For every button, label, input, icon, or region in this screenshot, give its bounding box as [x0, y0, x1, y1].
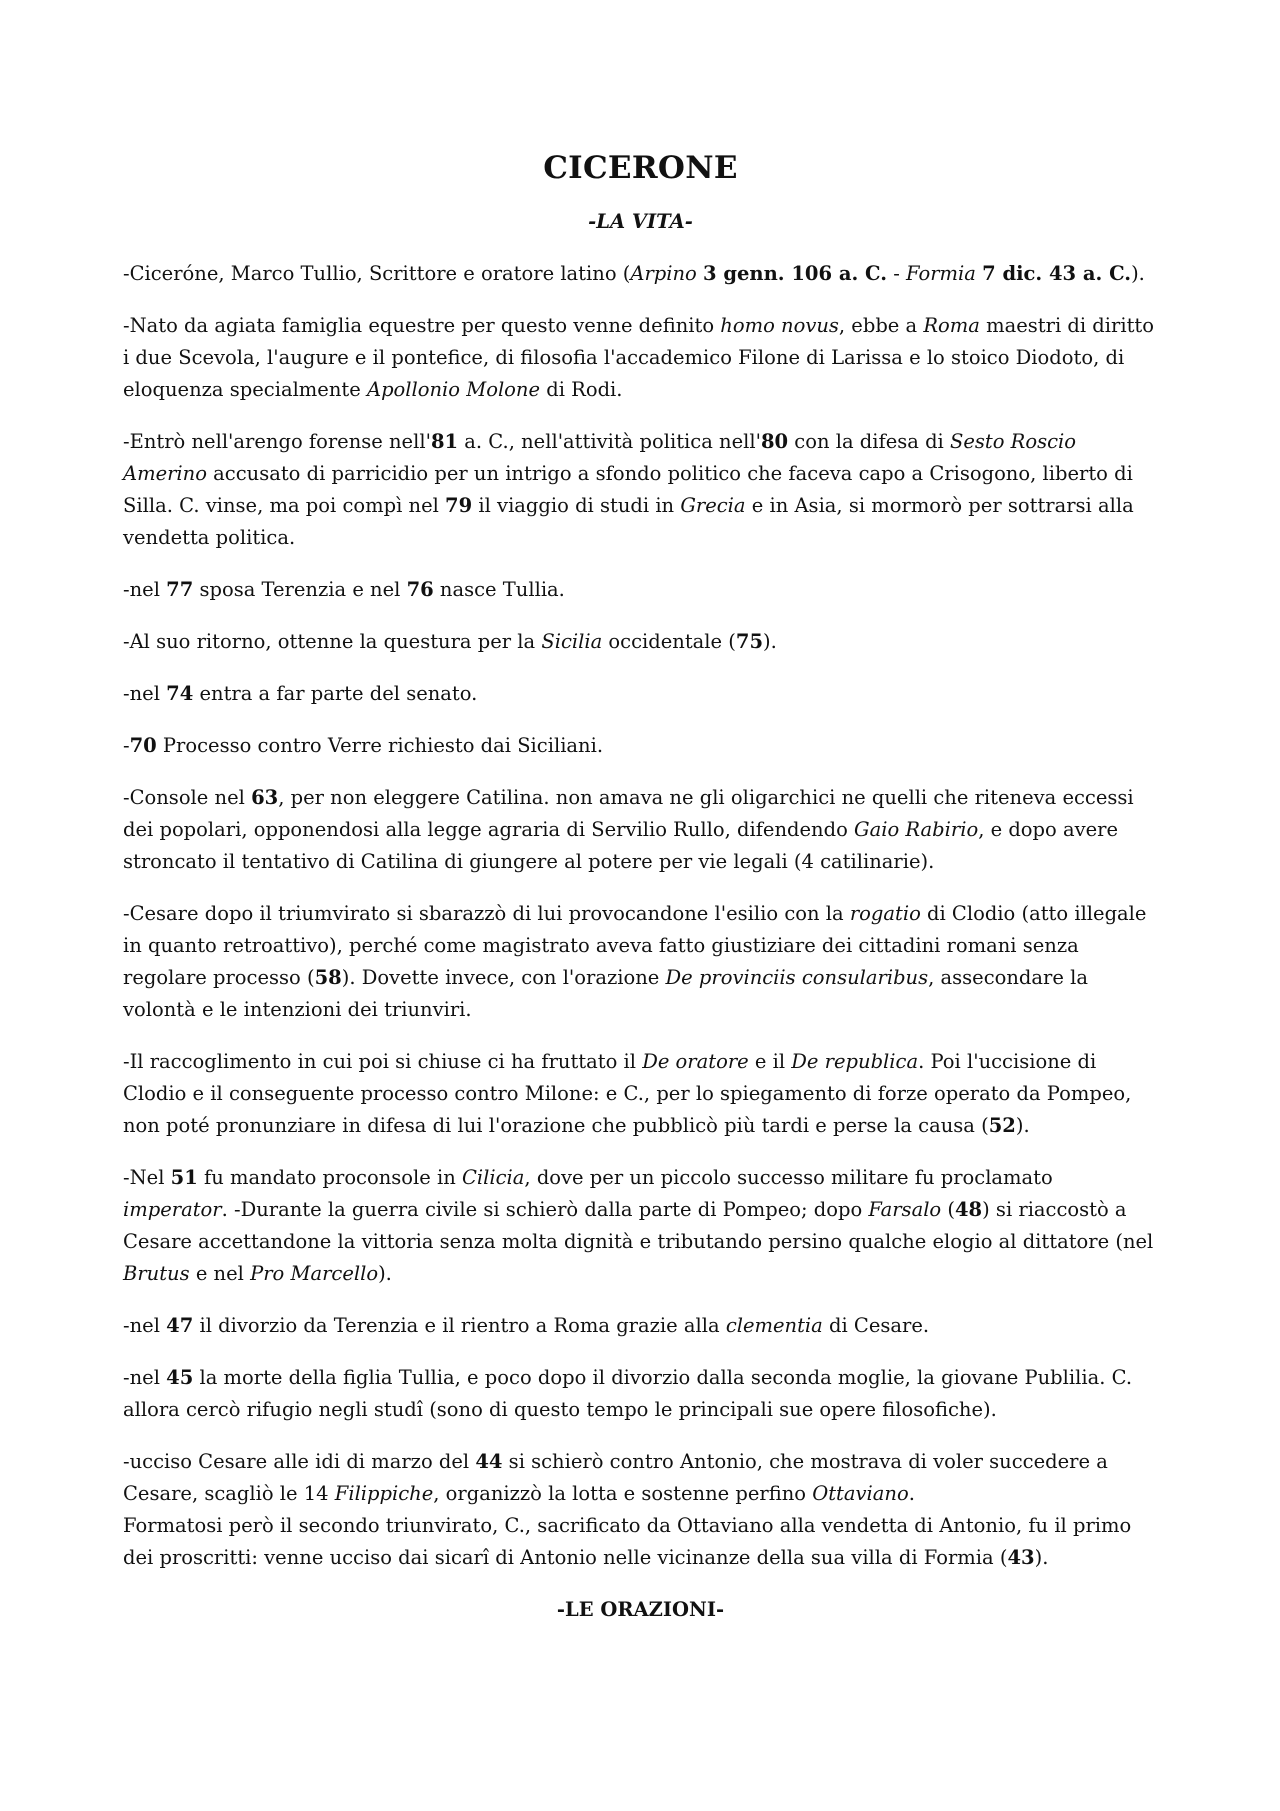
text-run: ( [941, 1198, 955, 1222]
text-run: di Cesare. [822, 1314, 930, 1338]
bold-text: 51 [170, 1166, 198, 1190]
text-run: -Cesare dopo il triumvirato si sbarazzò di lui provocandone l'esilio con la [123, 902, 850, 926]
text-run: ). [1131, 262, 1145, 286]
text-run: -Entrò nell'arengo forense nell' [123, 430, 431, 454]
text-run: fu mandato proconsole in [197, 1166, 462, 1190]
bold-text: 77 [166, 578, 194, 602]
text-run: -nel [123, 682, 167, 706]
paragraph [123, 1162, 1158, 1290]
italic-text: Sesto Roscio Amerino [123, 430, 1077, 486]
text-run: e in Asia, si mormorò per sottrarsi alla vendetta politica. [123, 494, 1134, 550]
bold-text: 79 [445, 494, 473, 518]
italic-text: Brutus [123, 1262, 190, 1286]
text-run: si schierò contro Antonio, che mostrava di voler succedere a Cesare, scagliò le 14 [123, 1450, 1108, 1506]
italic-text: Ottaviano [812, 1482, 909, 1506]
bold-text: 52 [988, 1114, 1016, 1138]
text-run: a. C., nell'attività politica nell' [458, 430, 761, 454]
bold-text: 75 [735, 630, 764, 654]
bold-text: 63 [251, 786, 279, 810]
text-run: . -Durante la guerra civile si schierò dalla parte di Pompeo; dopo [221, 1198, 869, 1222]
paragraph [123, 678, 1158, 710]
section-heading-la-vita: -LA VITA- [588, 210, 693, 234]
biography-paragraphs [123, 258, 1158, 1574]
text-run: -Il raccoglimento in cui poi si chiuse ci ha fruttato il [123, 1050, 643, 1074]
text-run: - [123, 734, 130, 758]
italic-text: homo novus [720, 314, 839, 338]
paragraph [123, 1362, 1158, 1426]
text-run: , ebbe a [838, 314, 924, 338]
text-run: -nel [123, 578, 167, 602]
text-run: e il [748, 1050, 792, 1074]
paragraph [123, 626, 1158, 658]
text-run: -nel [123, 1314, 167, 1338]
paragraph [123, 574, 1158, 606]
bold-text: 45 [166, 1366, 194, 1390]
text-run: -Nato da agiata famiglia equestre per questo venne definito [123, 314, 721, 338]
text-run: , e dopo avere stroncato il tentativo di Catilina di giungere al potere per vie legali (4 catilinarie). [123, 818, 1119, 874]
italic-text: Formia [906, 262, 976, 286]
text-run: entra a far parte del senato. [193, 682, 478, 706]
bold-text: 76 [406, 578, 434, 602]
paragraph [123, 426, 1158, 554]
text-run: sposa Terenzia e nel [193, 578, 407, 602]
bold-text: 74 [166, 682, 194, 706]
text-run: -Console nel [123, 786, 252, 810]
document-page [123, 150, 1158, 1626]
text-run: -nel [123, 1366, 167, 1390]
italic-text: imperator [123, 1198, 222, 1222]
text-run: maestri di diritto i due Scevola, l'augure e il pontefice, di filosofia l'accademico Filone di Larissa e lo stoico Diodoto, di eloquenza specialmente [123, 314, 1154, 402]
paragraph [123, 1446, 1158, 1574]
text-run: . [908, 1482, 915, 1506]
paragraph [123, 1310, 1158, 1342]
text-run: e nel [189, 1262, 251, 1286]
italic-text: Grecia [680, 494, 746, 518]
text-run: Formatosi però il secondo triunvirato, C., sacrificato da Ottaviano alla vendetta di Antonio, fu il primo dei proscritti: venne ucciso dai sicarî di Antonio nelle vicinanze della sua villa di Formia ( [123, 1514, 1132, 1570]
document-title: CICERONE [543, 150, 738, 186]
paragraph [123, 310, 1158, 406]
text-run: - [887, 262, 907, 286]
bold-text: 58 [314, 966, 342, 990]
italic-text: Roma [923, 314, 980, 338]
text-run: ). [1034, 1546, 1049, 1570]
paragraph [123, 258, 1158, 290]
text-run: con la difesa di [788, 430, 950, 454]
italic-text: Cilicia [462, 1166, 525, 1190]
text-run: accusato di parricidio per un intrigo a sfondo politico che faceva capo a Crisogono, liberto di Silla. C. vinse, ma poi compì nel [123, 462, 1133, 518]
text-run: ). Dovette invece, con l'orazione [341, 966, 666, 990]
text-run: , organizzò la lotta e sostenne perfino [433, 1482, 813, 1506]
italic-text: Pro Marcello [250, 1262, 379, 1286]
italic-text: clementia [725, 1314, 823, 1338]
paragraph [123, 730, 1158, 762]
bold-text: 7 dic. 43 a. C. [982, 262, 1132, 286]
italic-text: Apollonio Molone [366, 378, 541, 402]
italic-text: De oratore [642, 1050, 749, 1074]
paragraph [123, 1046, 1158, 1142]
text-run: -Nel [123, 1166, 171, 1190]
italic-text: Sicilia [541, 630, 603, 654]
text-run: la morte della figlia Tullia, e poco dopo il divorzio dalla seconda moglie, la giovane Publilia. C. allora cercò rifugio negli studî (sono di questo tempo le principali sue opere filosofiche). [123, 1366, 1133, 1422]
text-run: ). [763, 630, 777, 654]
text-run: ) si riaccostò a Cesare accettandone la vittoria senza molta dignità e tributando persino qualche elogio al dittatore (nel [123, 1198, 1154, 1254]
bold-text: 48 [954, 1198, 983, 1222]
bold-text: 3 genn. 106 a. C. [703, 262, 888, 286]
text-run: -Cicerόne, Marco Tullio, Scrittore e oratore latino ( [123, 262, 631, 286]
italic-text: De provinciis consularibus [665, 966, 929, 990]
bold-text: 70 [129, 734, 157, 758]
text-run: , per non eleggere Catilina. non amava ne gli oligarchici ne quelli che riteneva eccessi dei popolari, opponendosi alla legge agraria di Servilio Rullo, difendendo [123, 786, 1134, 842]
bold-text: 43 [1007, 1546, 1035, 1570]
text-run: -ucciso Cesare alle idi di marzo del [123, 1450, 476, 1474]
italic-text: Arpino [630, 262, 697, 286]
text-run: di Clodio (atto illegale in quanto retroattivo), perché come magistrato aveva fatto giustiziare dei cittadini romani senza regolare processo ( [123, 902, 1147, 990]
bold-text: 81 [430, 430, 459, 454]
text-run: . Poi l'uccisione di Clodio e il conseguente processo contro Milone: e C., per lo spiegamento di forze operato da Pompeo, non poté pronunziare in difesa di lui l'orazione che pubblicò più tardi e perse la causa ( [123, 1050, 1132, 1138]
paragraph [123, 782, 1158, 878]
text-run: -Al suo ritorno, ottenne la questura per la [123, 630, 542, 654]
text-run: , dove per un piccolo successo militare fu proclamato [524, 1166, 1053, 1190]
text-run: ). [1015, 1114, 1030, 1138]
paragraph [123, 898, 1158, 1026]
text-run: , assecondare la volontà e le intenzioni dei triunviri. [123, 966, 1088, 1022]
bold-text: 80 [760, 430, 789, 454]
text-run: di Rodi. [540, 378, 623, 402]
bold-text: 44 [475, 1450, 503, 1474]
italic-text: Gaio Rabirio [854, 818, 979, 842]
text-run: Processo contro Verre richiesto dai Siciliani. [156, 734, 604, 758]
text-run: il divorzio da Terenzia e il rientro a Roma grazie alla [193, 1314, 726, 1338]
text-run: il viaggio di studi in [472, 494, 681, 518]
section-heading-le-orazioni: -LE ORAZIONI- [556, 1598, 725, 1622]
italic-text: Farsalo [868, 1198, 942, 1222]
italic-text: rogatio [849, 902, 921, 926]
bold-text: 47 [166, 1314, 194, 1338]
italic-text: De republica [791, 1050, 919, 1074]
italic-text: Filippiche [334, 1482, 434, 1506]
text-run: occidentale ( [602, 630, 736, 654]
text-run: nasce Tullia. [433, 578, 565, 602]
text-run: ). [378, 1262, 392, 1286]
